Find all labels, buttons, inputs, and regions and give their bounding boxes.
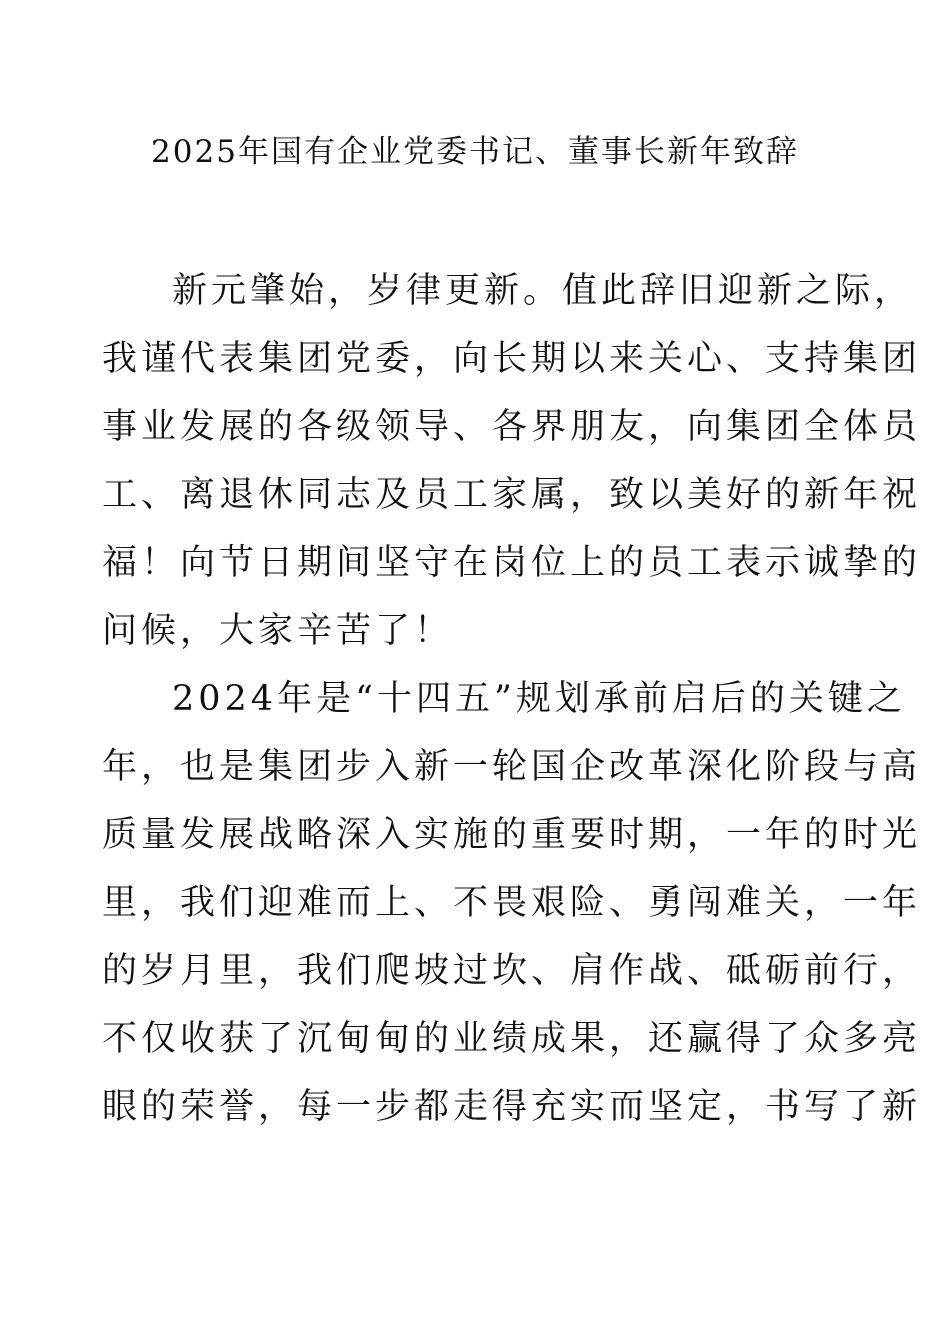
paragraph-1-line-4: 工、离退休同志及员工家属，致以美好的新年祝 [102, 475, 922, 515]
paragraph-2-line-5: 的岁月里，我们爬坡过坎、肩作战、砥砺前行， [102, 951, 922, 991]
paragraph-1-line-2: 我谨代表集团党委，向长期以来关心、支持集团 [102, 339, 922, 379]
paragraph-2-line-1: 2024年是“十四五”规划承前启后的关键之 [172, 679, 906, 719]
document-body [102, 257, 922, 1141]
paragraph-2-line-3: 质量发展战略深入实施的重要时期，一年的时光 [102, 815, 922, 855]
paragraph-2-line-2: 年，也是集团步入新一轮国企改革深化阶段与高 [102, 747, 922, 787]
paragraph-2-line-6: 不仅收获了沉甸甸的业绩成果，还赢得了众多亮 [102, 1019, 922, 1059]
paragraph-1-line-3: 事业发展的各级领导、各界朋友，向集团全体员 [102, 407, 922, 447]
paragraph-1-line-5: 福！向节日期间坚守在岗位上的员工表示诚挚的 [102, 543, 922, 583]
document-title: 2025年国有企业党委书记、董事长新年致辞 [151, 134, 799, 170]
paragraph-2-line-4: 里，我们迎难而上、不畏艰险、勇闯难关，一年 [102, 883, 922, 923]
paragraph-1-line-1: 新元肇始，岁律更新。值此辞旧迎新之际， [172, 271, 914, 311]
paragraph-1-line-6: 问候，大家辛苦了！ [102, 611, 454, 651]
paragraph-2-line-7: 眼的荣誉，每一步都走得充实而坚定，书写了新 [102, 1087, 922, 1127]
